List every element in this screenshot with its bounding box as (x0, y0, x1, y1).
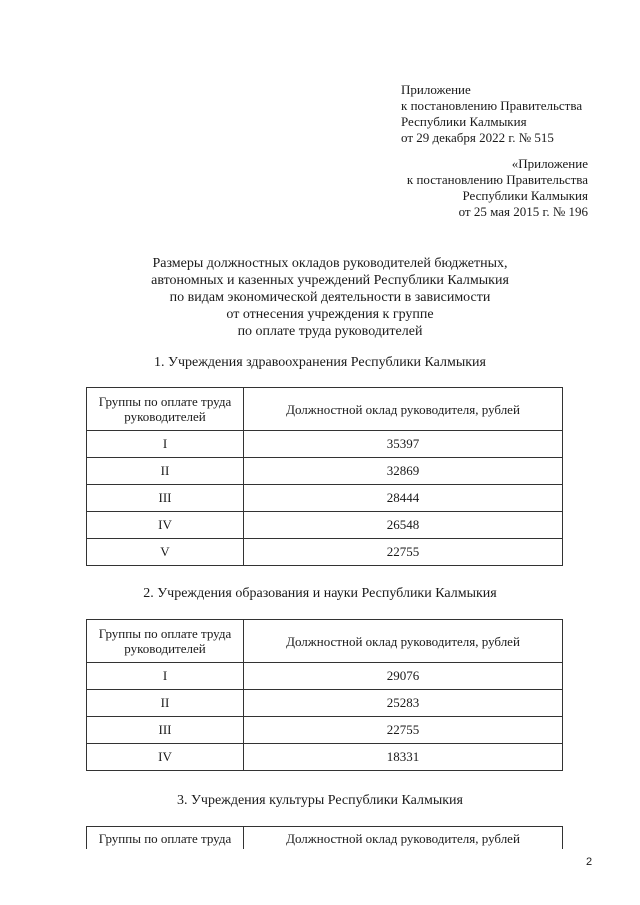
salary-cell: 18331 (244, 744, 563, 771)
table-row (87, 663, 563, 690)
appendix-reference-old (380, 156, 588, 220)
salary-header-cell: Должностной оклад руководителя, рублей (244, 827, 563, 850)
group-cell: IV (87, 512, 244, 539)
salary-header-cell: Должностной оклад руководителя, рублей (244, 620, 563, 663)
group-header-cell (87, 620, 244, 663)
table-header-row (87, 388, 563, 431)
salary-cell: 32869 (244, 458, 563, 485)
group-cell: IV (87, 744, 244, 771)
appendix-line: Приложение (401, 82, 471, 97)
salary-table-culture (86, 826, 563, 849)
group-cell: V (87, 539, 244, 566)
section-heading-healthcare: 1. Учреждения здравоохранения Республики Калмыкия (154, 355, 486, 370)
group-cell: I (87, 431, 244, 458)
appendix-line: Республики Калмыкия (462, 188, 588, 203)
table-row (87, 717, 563, 744)
salary-header-cell: Должностной оклад руководителя, рублей (244, 388, 563, 431)
table-row (87, 431, 563, 458)
table-row (87, 512, 563, 539)
group-header-line: руководителей (124, 641, 206, 656)
title-line: Размеры должностных окладов руководителей бюджетных, (152, 256, 508, 271)
page-number: 2 (586, 856, 593, 868)
appendix-reference-new (401, 82, 611, 146)
appendix-line: Республики Калмыкия (401, 114, 527, 129)
group-header-line: руководителей (124, 409, 206, 424)
title-line: по видам экономической деятельности в зависимости (169, 290, 491, 305)
group-cell: III (87, 485, 244, 512)
title-line: автономных и казенных учреждений Республики Калмыкия (151, 273, 509, 288)
salary-cell: 22755 (244, 539, 563, 566)
appendix-line: от 29 декабря 2022 г. № 515 (401, 130, 554, 145)
section-heading-culture: 3. Учреждения культуры Республики Калмыкия (177, 793, 463, 808)
table-header-row (87, 827, 563, 850)
document-title (120, 255, 540, 340)
table-row (87, 485, 563, 512)
table-row (87, 744, 563, 771)
salary-cell: 26548 (244, 512, 563, 539)
salary-cell: 25283 (244, 690, 563, 717)
salary-table-healthcare (86, 387, 563, 566)
salary-cell: 22755 (244, 717, 563, 744)
salary-cell: 35397 (244, 431, 563, 458)
salary-cell: 28444 (244, 485, 563, 512)
appendix-line: от 25 мая 2015 г. № 196 (458, 204, 588, 219)
group-header-line: Группы по оплате труда (98, 394, 232, 409)
group-cell: II (87, 458, 244, 485)
title-line: от отнесения учреждения к группе (226, 307, 434, 322)
appendix-line: к постановлению Правительства (401, 98, 583, 113)
group-header-line: Группы по оплате труда (98, 626, 232, 641)
group-header-cell: Группы по оплате труда (87, 827, 244, 850)
group-cell: II (87, 690, 244, 717)
group-cell: I (87, 663, 244, 690)
table-row (87, 539, 563, 566)
title-line: по оплате труда руководителей (237, 324, 423, 339)
salary-cell: 29076 (244, 663, 563, 690)
table-row (87, 690, 563, 717)
table-header-row (87, 620, 563, 663)
section-heading-education: 2. Учреждения образования и науки Республики Калмыкия (143, 586, 497, 601)
appendix-line: к постановлению Правительства (406, 172, 588, 187)
salary-table-education (86, 619, 563, 771)
table-row (87, 458, 563, 485)
appendix-line: «Приложение (511, 156, 588, 171)
group-cell: III (87, 717, 244, 744)
group-header-cell (87, 388, 244, 431)
